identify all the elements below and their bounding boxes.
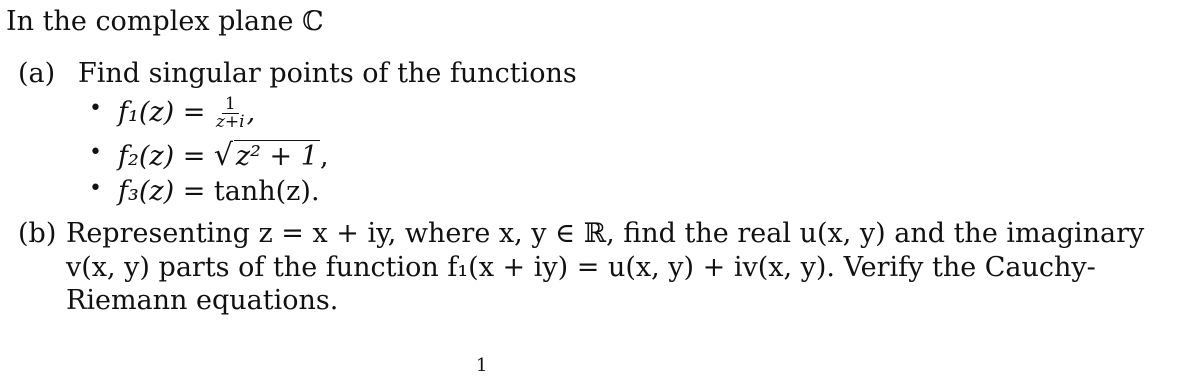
function-f1 <box>118 96 255 131</box>
part-a-heading <box>18 58 577 90</box>
f1-numerator: 1 <box>222 96 239 114</box>
f3-trailing: . <box>310 176 320 207</box>
f2-radicand: z² + 1 <box>235 141 318 172</box>
intro-text: In the complex plane ℂ <box>6 6 324 37</box>
bullet-icon: • <box>89 140 102 165</box>
f1-trailing: , <box>246 97 256 128</box>
bullet-icon: • <box>89 176 102 201</box>
f1-equals: = <box>182 97 206 128</box>
f2-trailing: , <box>319 141 329 172</box>
f1-denominator: z+i <box>215 112 245 132</box>
sqrt-icon: √ <box>213 138 234 173</box>
page-number: 1 <box>476 355 488 376</box>
function-f3 <box>118 176 320 207</box>
part-b-line-1 <box>18 218 1144 250</box>
part-b-line-2: v(x, y) parts of the function f₁(x + iy) = u(x, y) + iv(x, y). Verify the Cauchy- <box>66 252 1096 283</box>
part-b-line-3: Riemann equations. <box>66 285 339 316</box>
f2-name: f₂(z) <box>118 141 175 172</box>
f2-sqrt <box>214 140 320 172</box>
part-a-label: (a) <box>18 58 56 89</box>
f3-name: f₃(z) <box>118 176 175 207</box>
part-a-text: Find singular points of the functions <box>78 58 577 89</box>
part-b-label: (b) <box>18 218 57 249</box>
function-f2 <box>118 140 329 172</box>
f3-equals: = <box>182 176 206 207</box>
f2-equals: = <box>182 141 206 172</box>
f1-name: f₁(z) <box>118 97 175 128</box>
part-b-text-1: Representing z = x + iy, where x, y ∈ ℝ, find the real u(x, y) and the imaginary <box>66 218 1145 249</box>
bullet-icon: • <box>89 96 102 121</box>
f3-expression: tanh(z) <box>213 176 311 207</box>
f1-fraction <box>216 96 245 131</box>
